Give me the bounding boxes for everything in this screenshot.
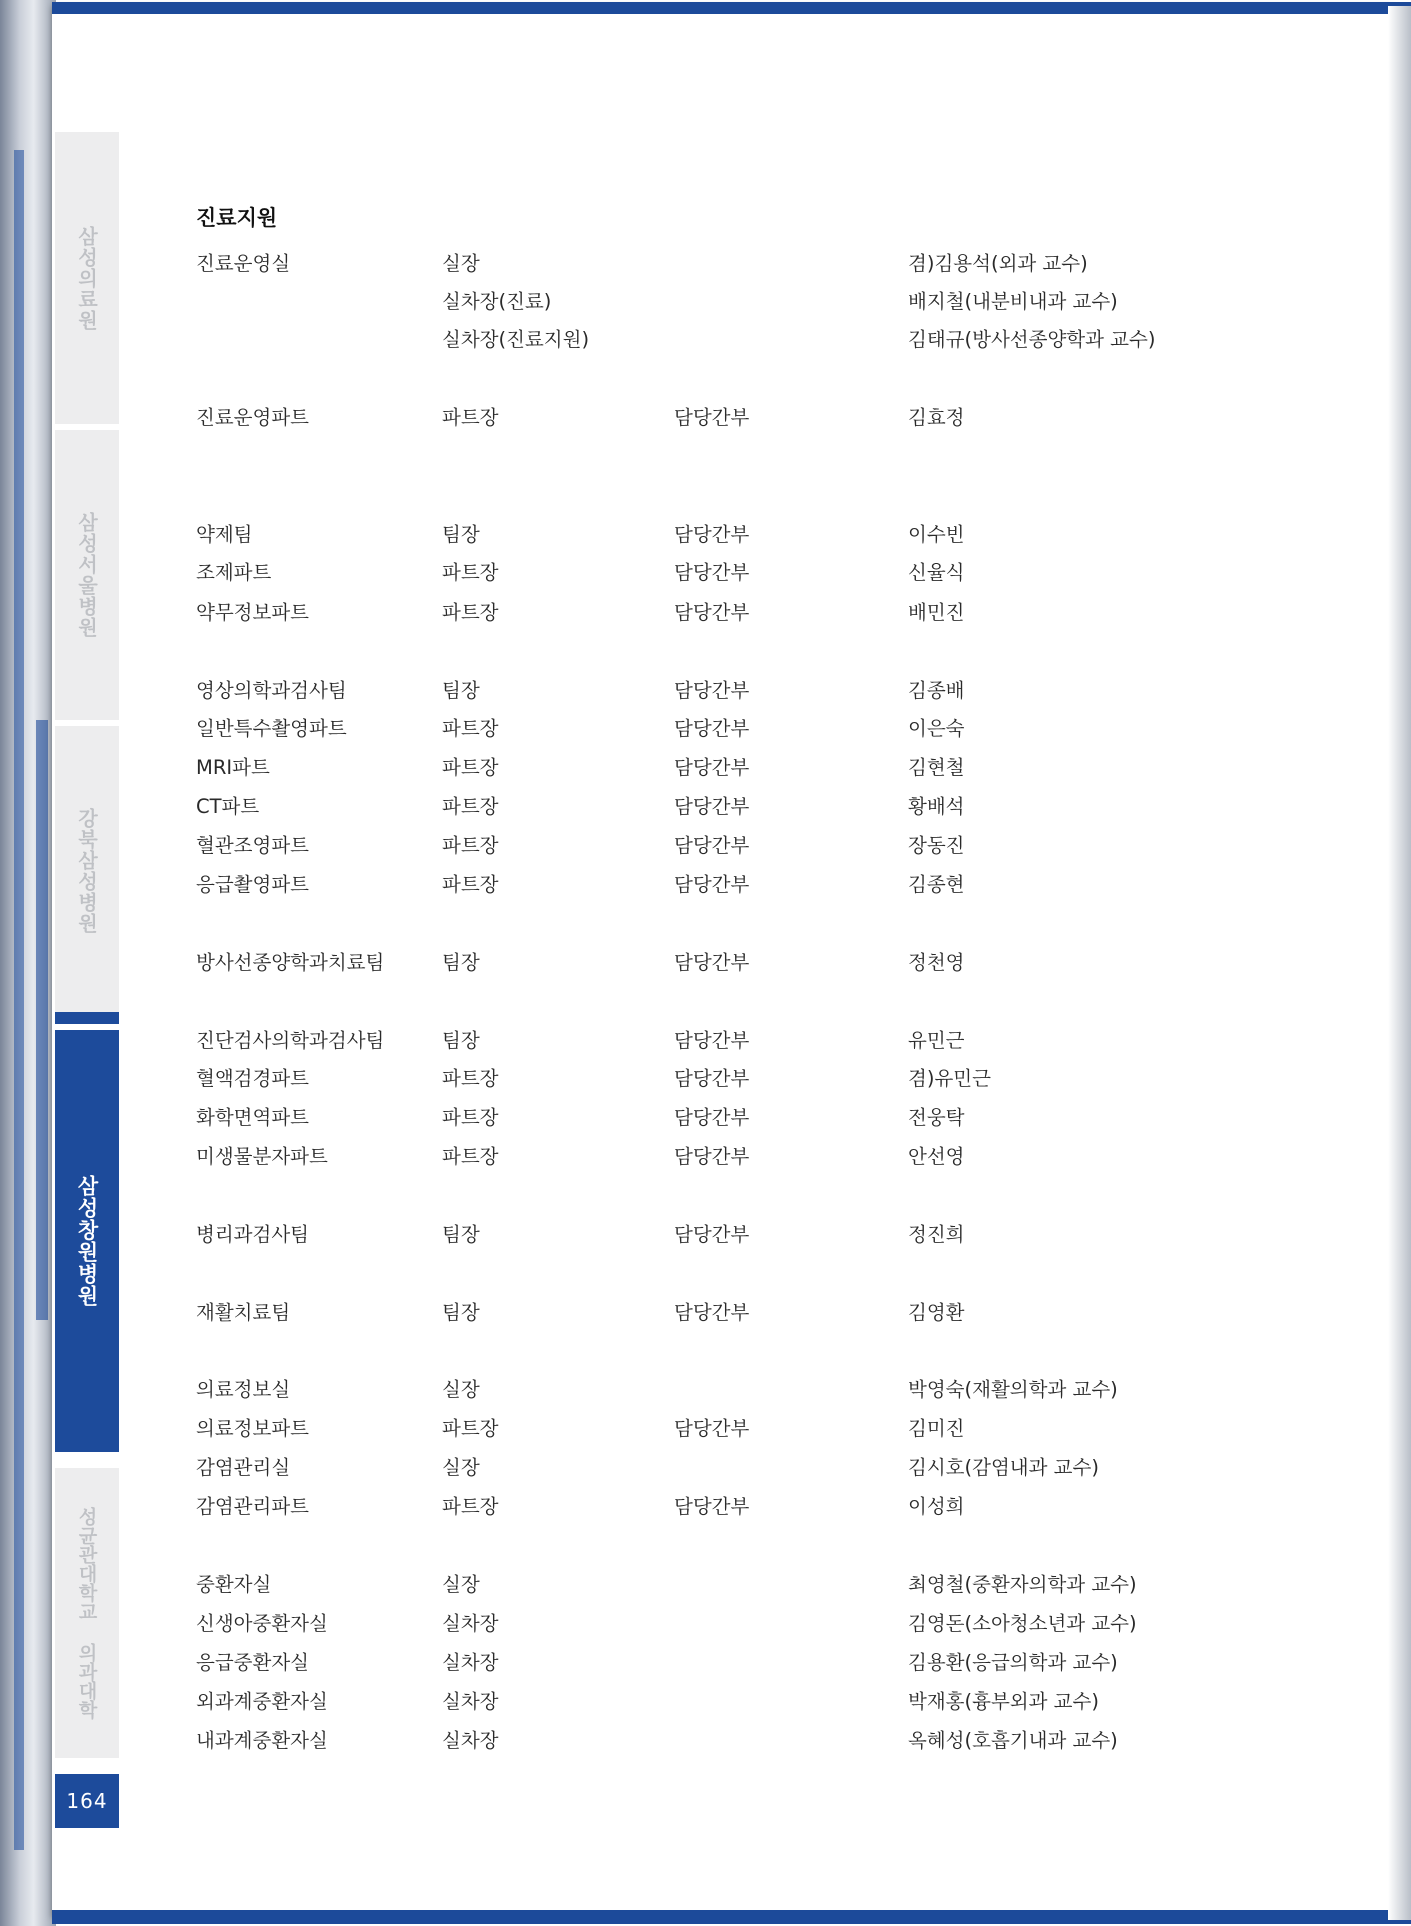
table-row bbox=[196, 713, 1196, 743]
spine-stripe bbox=[36, 720, 48, 1320]
table-row bbox=[196, 830, 1196, 860]
table-row bbox=[196, 947, 1196, 977]
name-cell: 안선영 bbox=[908, 1145, 965, 1168]
table-row bbox=[196, 286, 1196, 316]
page-edge-shadow bbox=[1388, 6, 1411, 1920]
dept-cell: 진료운영실 bbox=[196, 252, 291, 275]
name-cell: 김영환 bbox=[908, 1301, 965, 1324]
table-row bbox=[196, 1491, 1196, 1521]
title-cell: 담당간부 bbox=[674, 406, 750, 429]
table-row bbox=[196, 1374, 1196, 1404]
role-cell: 팀장 bbox=[442, 679, 480, 702]
title-cell: 담당간부 bbox=[674, 756, 750, 779]
name-cell: 옥혜성(호흡기내과 교수) bbox=[908, 1729, 1118, 1752]
role-cell: 파트장 bbox=[442, 1495, 499, 1518]
side-tab-samsung-changwon-hospital-active[interactable] bbox=[55, 1024, 119, 1452]
side-tab-label: 삼성창원병원 bbox=[75, 1175, 99, 1307]
dept-cell: 화학면역파트 bbox=[196, 1106, 310, 1129]
table-row bbox=[196, 1569, 1196, 1599]
dept-cell: 의료정보실 bbox=[196, 1378, 291, 1401]
table-row bbox=[196, 248, 1196, 278]
role-cell: 팀장 bbox=[442, 1223, 480, 1246]
name-cell: 배지철(내분비내과 교수) bbox=[908, 290, 1118, 313]
role-cell: 실장 bbox=[442, 252, 480, 275]
title-cell: 담당간부 bbox=[674, 1495, 750, 1518]
name-cell: 김종현 bbox=[908, 873, 965, 896]
title-cell: 담당간부 bbox=[674, 951, 750, 974]
name-cell: 박영숙(재활의학과 교수) bbox=[908, 1378, 1118, 1401]
table-row bbox=[196, 1141, 1196, 1171]
role-cell: 실차장(진료지원) bbox=[442, 328, 590, 351]
dept-cell: 감염관리실 bbox=[196, 1456, 291, 1479]
role-cell: 파트장 bbox=[442, 1106, 499, 1129]
table-row bbox=[196, 1647, 1196, 1677]
dept-cell: MRI파트 bbox=[196, 756, 270, 779]
name-cell: 겸)김용석(외과 교수) bbox=[908, 252, 1088, 275]
dept-cell: 응급중환자실 bbox=[196, 1651, 310, 1674]
role-cell: 실차장 bbox=[442, 1612, 499, 1635]
dept-cell: 방사선종양학과치료팀 bbox=[196, 951, 385, 974]
title-cell: 담당간부 bbox=[674, 834, 750, 857]
role-cell: 팀장 bbox=[442, 951, 480, 974]
role-cell: 팀장 bbox=[442, 1029, 480, 1052]
dept-cell: 약무정보파트 bbox=[196, 601, 310, 624]
name-cell: 이은숙 bbox=[908, 717, 965, 740]
role-cell: 파트장 bbox=[442, 561, 499, 584]
dept-cell: 재활치료팀 bbox=[196, 1301, 291, 1324]
role-cell: 파트장 bbox=[442, 873, 499, 896]
title-cell: 담당간부 bbox=[674, 1029, 750, 1052]
role-cell: 파트장 bbox=[442, 406, 499, 429]
name-cell: 김미진 bbox=[908, 1417, 965, 1440]
dept-cell: 감염관리파트 bbox=[196, 1495, 310, 1518]
name-cell: 박재홍(흉부외과 교수) bbox=[908, 1690, 1099, 1713]
name-cell: 전웅탁 bbox=[908, 1106, 965, 1129]
page-number: 164 bbox=[55, 1774, 119, 1828]
role-cell: 파트장 bbox=[442, 1145, 499, 1168]
section-title: 진료지원 bbox=[196, 206, 278, 230]
title-cell: 담당간부 bbox=[674, 1223, 750, 1246]
side-tab-label: 성균관대학교 의과대학 bbox=[75, 1507, 98, 1719]
name-cell: 김시호(감염내과 교수) bbox=[908, 1456, 1099, 1479]
table-row bbox=[196, 519, 1196, 549]
table-row bbox=[196, 1219, 1196, 1249]
spine-stripe bbox=[14, 150, 24, 1850]
name-cell: 김현철 bbox=[908, 756, 965, 779]
table-row bbox=[196, 869, 1196, 899]
table-row bbox=[196, 324, 1196, 354]
dept-cell: 혈액검경파트 bbox=[196, 1067, 310, 1090]
title-cell: 담당간부 bbox=[674, 1301, 750, 1324]
dept-cell: 중환자실 bbox=[196, 1573, 272, 1596]
role-cell: 실차장 bbox=[442, 1729, 499, 1752]
name-cell: 김종배 bbox=[908, 679, 965, 702]
role-cell: 파트장 bbox=[442, 717, 499, 740]
dept-cell: CT파트 bbox=[196, 795, 260, 818]
title-cell: 담당간부 bbox=[674, 795, 750, 818]
table-row bbox=[196, 1063, 1196, 1093]
role-cell: 실차장 bbox=[442, 1651, 499, 1674]
table-row bbox=[196, 1025, 1196, 1055]
table-row bbox=[196, 675, 1196, 705]
title-cell: 담당간부 bbox=[674, 561, 750, 584]
side-tab-skku-medicine[interactable] bbox=[55, 1468, 119, 1758]
name-cell: 정진희 bbox=[908, 1223, 965, 1246]
dept-cell: 혈관조영파트 bbox=[196, 834, 310, 857]
dept-cell: 영상의학과검사팀 bbox=[196, 679, 347, 702]
name-cell: 김효정 bbox=[908, 406, 965, 429]
dept-cell: 진료운영파트 bbox=[196, 406, 310, 429]
top-border bbox=[52, 2, 1411, 14]
role-cell: 실차장(진료) bbox=[442, 290, 552, 313]
title-cell: 담당간부 bbox=[674, 873, 750, 896]
table-row bbox=[196, 1413, 1196, 1443]
table-row bbox=[196, 1608, 1196, 1638]
role-cell: 파트장 bbox=[442, 601, 499, 624]
table-row bbox=[196, 597, 1196, 627]
table-row bbox=[196, 752, 1196, 782]
dept-cell: 약제팀 bbox=[196, 523, 253, 546]
title-cell: 담당간부 bbox=[674, 679, 750, 702]
name-cell: 김용환(응급의학과 교수) bbox=[908, 1651, 1118, 1674]
dept-cell: 내과계중환자실 bbox=[196, 1729, 328, 1752]
side-tab-samsung-seoul-hospital[interactable] bbox=[55, 430, 119, 720]
dept-cell: 조제파트 bbox=[196, 561, 272, 584]
table-row bbox=[196, 557, 1196, 587]
table-row bbox=[196, 1725, 1196, 1755]
name-cell: 유민근 bbox=[908, 1029, 965, 1052]
title-cell: 담당간부 bbox=[674, 1106, 750, 1129]
name-cell: 배민진 bbox=[908, 601, 965, 624]
title-cell: 담당간부 bbox=[674, 523, 750, 546]
dept-cell: 진단검사의학과검사팀 bbox=[196, 1029, 385, 1052]
dept-cell: 신생아중환자실 bbox=[196, 1612, 328, 1635]
title-cell: 담당간부 bbox=[674, 1067, 750, 1090]
role-cell: 실장 bbox=[442, 1456, 480, 1479]
name-cell: 김태규(방사선종양학과 교수) bbox=[908, 328, 1156, 351]
bottom-border bbox=[52, 1910, 1411, 1924]
name-cell: 신율식 bbox=[908, 561, 965, 584]
title-cell: 담당간부 bbox=[674, 601, 750, 624]
table-row bbox=[196, 1686, 1196, 1716]
role-cell: 파트장 bbox=[442, 1067, 499, 1090]
dept-cell: 의료정보파트 bbox=[196, 1417, 310, 1440]
role-cell: 실장 bbox=[442, 1378, 480, 1401]
dept-cell: 미생물분자파트 bbox=[196, 1145, 328, 1168]
table-row bbox=[196, 791, 1196, 821]
role-cell: 팀장 bbox=[442, 523, 480, 546]
name-cell: 김영돈(소아청소년과 교수) bbox=[908, 1612, 1137, 1635]
role-cell: 실차장 bbox=[442, 1690, 499, 1713]
name-cell: 정천영 bbox=[908, 951, 965, 974]
title-cell: 담당간부 bbox=[674, 1145, 750, 1168]
name-cell: 장동진 bbox=[908, 834, 965, 857]
role-cell: 팀장 bbox=[442, 1301, 480, 1324]
table-row bbox=[196, 1297, 1196, 1327]
table-row bbox=[196, 1452, 1196, 1482]
dept-cell: 병리과검사팀 bbox=[196, 1223, 310, 1246]
table-row bbox=[196, 1102, 1196, 1132]
name-cell: 최영철(중환자의학과 교수) bbox=[908, 1573, 1137, 1596]
dept-cell: 일반특수촬영파트 bbox=[196, 717, 347, 740]
name-cell: 이성희 bbox=[908, 1495, 965, 1518]
role-cell: 파트장 bbox=[442, 1417, 499, 1440]
role-cell: 파트장 bbox=[442, 795, 499, 818]
name-cell: 이수빈 bbox=[908, 523, 965, 546]
name-cell: 황배석 bbox=[908, 795, 965, 818]
name-cell: 겸)유민근 bbox=[908, 1067, 991, 1090]
dept-cell: 외과계중환자실 bbox=[196, 1690, 328, 1713]
side-tab-label: 삼성서울병원 bbox=[74, 512, 99, 638]
role-cell: 파트장 bbox=[442, 756, 499, 779]
side-tab-label: 삼성의료원 bbox=[74, 225, 99, 331]
title-cell: 담당간부 bbox=[674, 1417, 750, 1440]
table-row bbox=[196, 402, 1196, 432]
role-cell: 파트장 bbox=[442, 834, 499, 857]
dept-cell: 응급촬영파트 bbox=[196, 873, 310, 896]
role-cell: 실장 bbox=[442, 1573, 480, 1596]
side-tab-label: 강북삼성병원 bbox=[74, 808, 99, 934]
side-tab-kangbuk-samsung-hospital[interactable] bbox=[55, 726, 119, 1016]
title-cell: 담당간부 bbox=[674, 717, 750, 740]
side-tab-samsung-medical-center[interactable] bbox=[55, 132, 119, 424]
